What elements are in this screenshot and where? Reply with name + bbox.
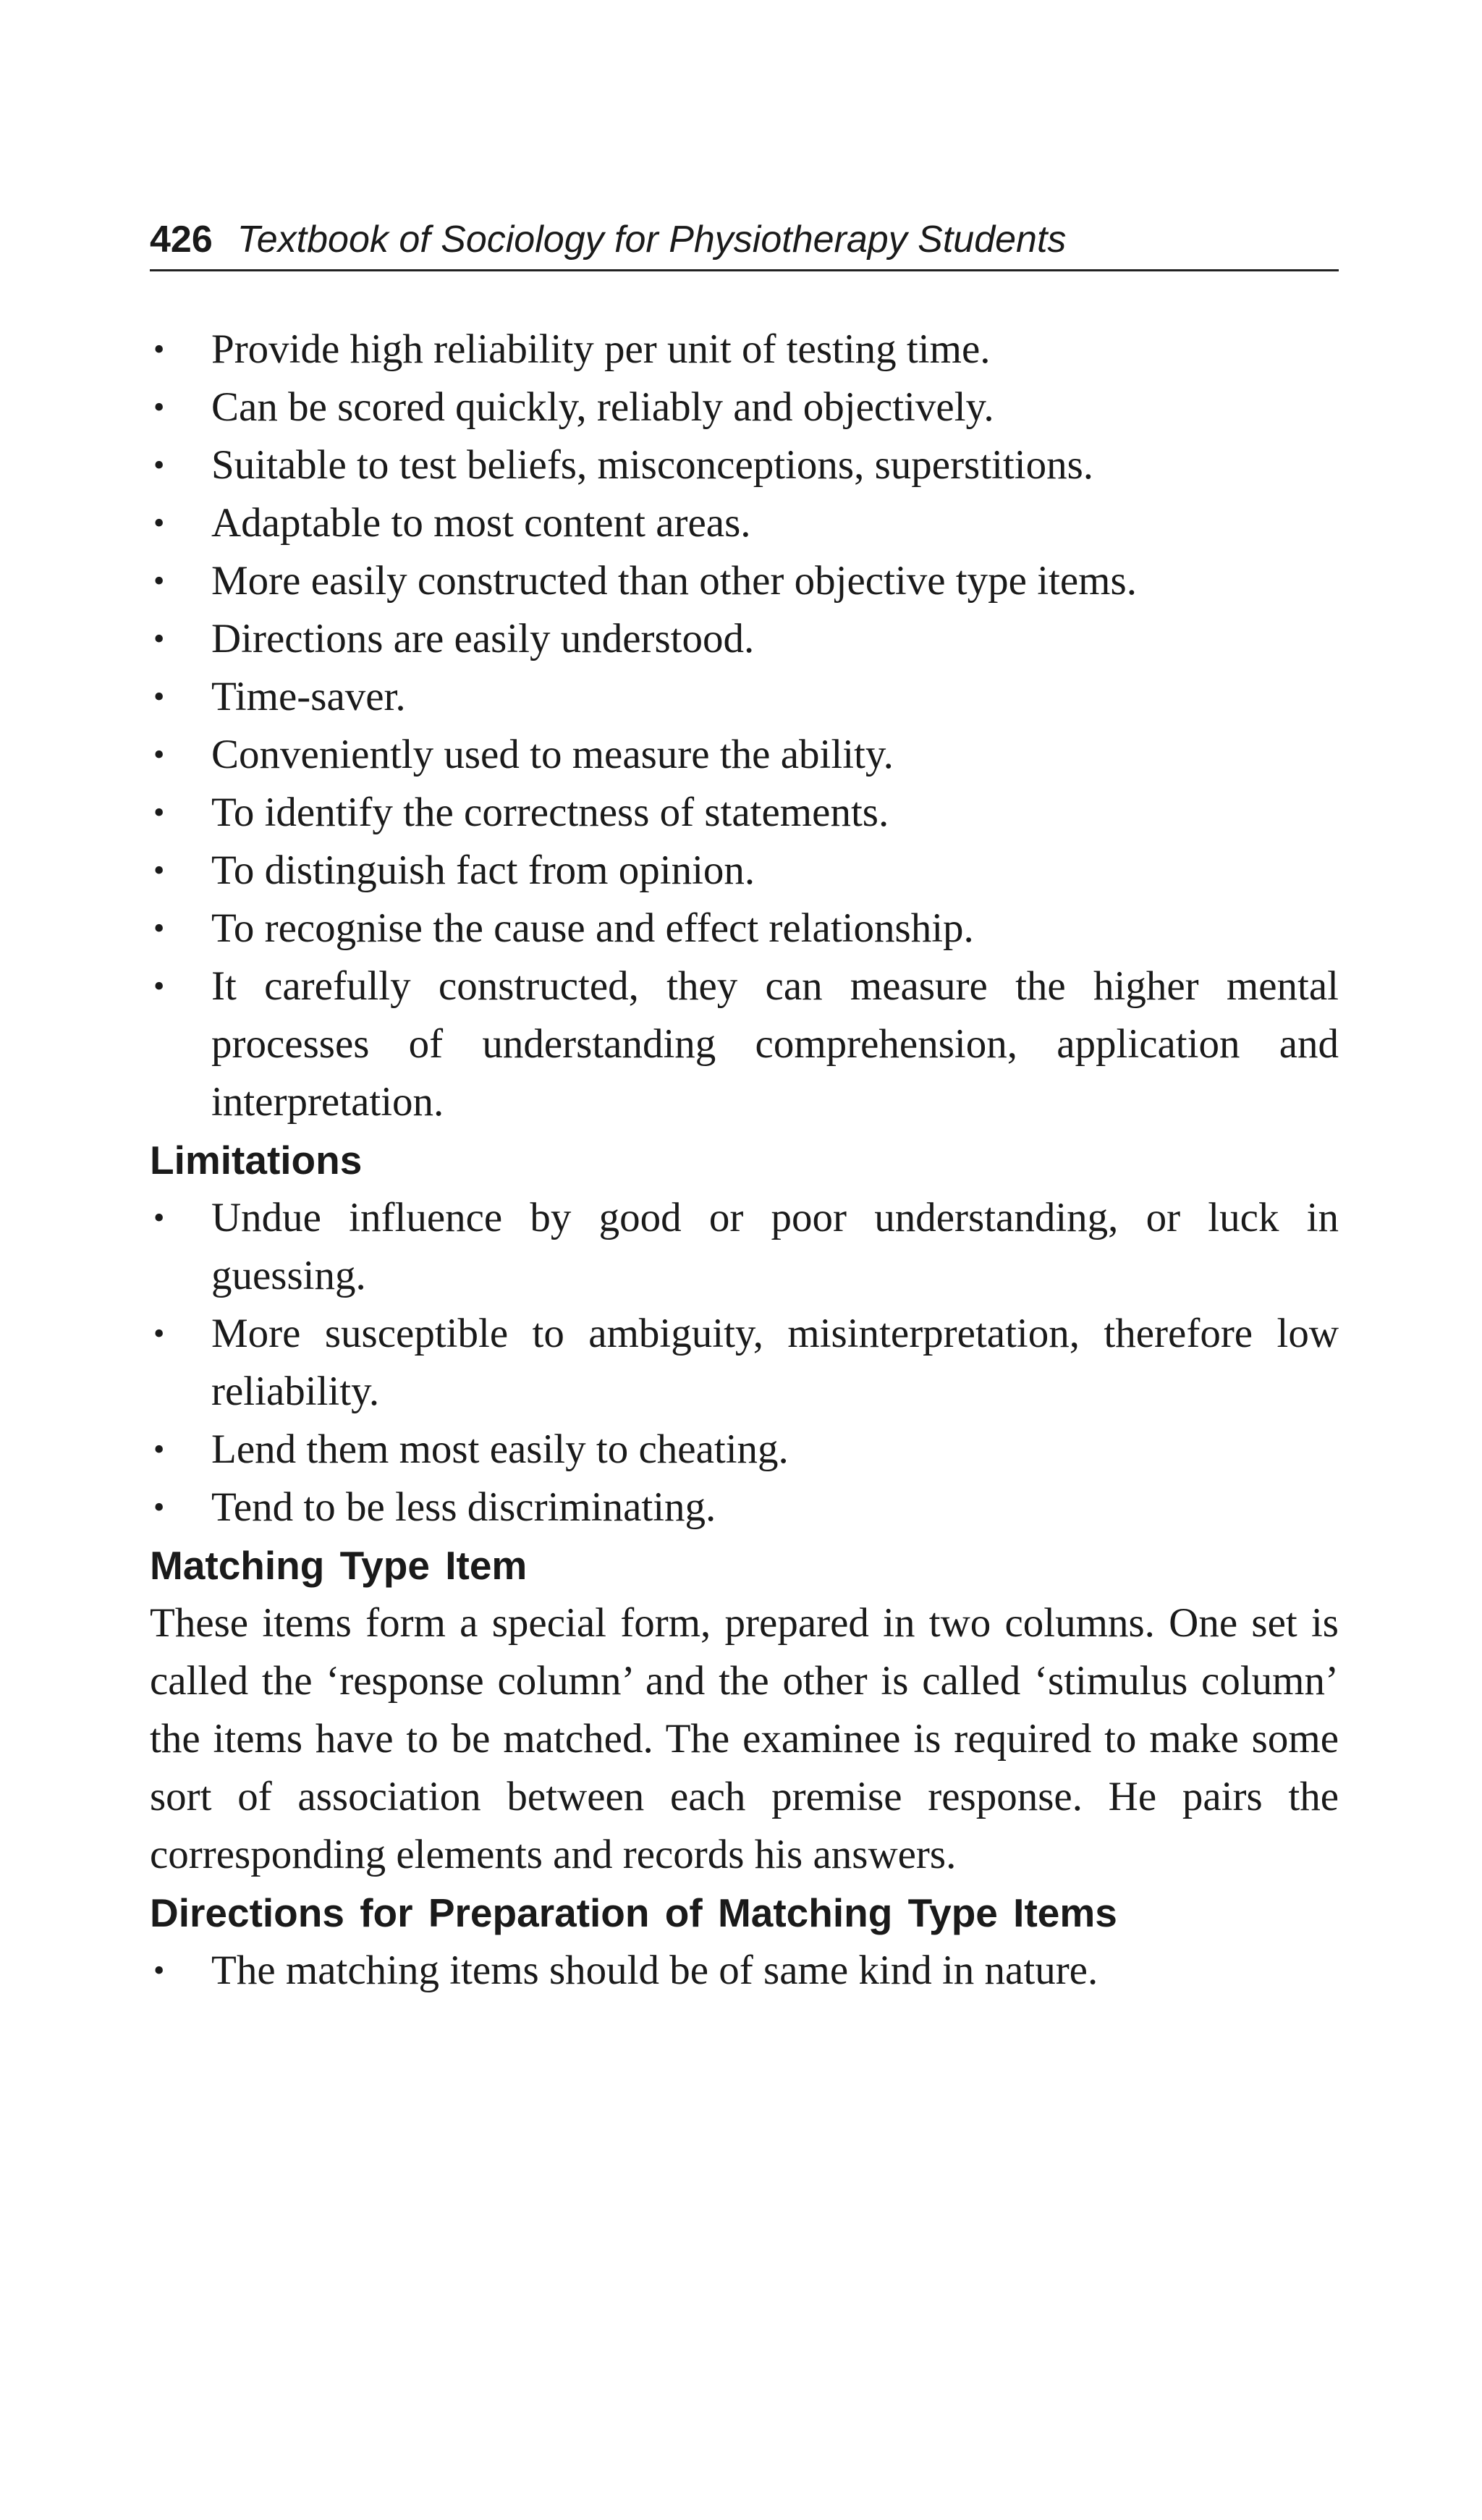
list-item: • Adaptable to most content areas. (150, 494, 1339, 552)
list-item: • To recognise the cause and effect relationship. (150, 900, 1339, 957)
bullet-icon: • (153, 737, 165, 772)
list-item: • More easily constructed than other objective type items. (150, 552, 1339, 610)
bullet-icon: • (153, 621, 165, 656)
bullet-icon: • (153, 679, 165, 714)
bullet-icon: • (153, 795, 165, 830)
list-item: • Suitable to test beliefs, misconceptions, superstitions. (150, 436, 1339, 494)
list-item: • More susceptible to ambiguity, misinterpretation, therefore low reliability. (150, 1305, 1339, 1421)
page-content (150, 321, 1339, 2000)
section-heading-limitations: Limitations (150, 1138, 363, 1183)
running-title: Textbook of Sociology for Physiotherapy Students (237, 219, 1067, 261)
list-item: • Can be scored quickly, reliably and objectively. (150, 379, 1339, 436)
list-item: • Provide high reliability per unit of testing time. (150, 321, 1339, 379)
list-item: • Tend to be less discriminating. (150, 1479, 1339, 1536)
directions-list (150, 1942, 1339, 2000)
bullet-icon: • (153, 1200, 165, 1235)
page-number: 426 (150, 219, 213, 261)
bullet-icon: • (153, 389, 165, 425)
list-item: • Conveniently used to measure the ability. (150, 726, 1339, 784)
advantages-list (150, 321, 1339, 1131)
bullet-icon: • (153, 1489, 165, 1525)
bullet-icon: • (153, 447, 165, 483)
limitations-list (150, 1189, 1339, 1536)
section-heading-matching-type-item: Matching Type Item (150, 1543, 528, 1588)
list-item: • Directions are easily understood. (150, 610, 1339, 668)
list-item: • To identify the correctness of statements. (150, 784, 1339, 842)
list-item: • It carefully constructed, they can measure the higher mental processes of understanding comprehension, application and interpretation. (150, 957, 1339, 1131)
list-item: • Undue influence by good or poor understanding, or luck in guessing. (150, 1189, 1339, 1305)
bullet-icon: • (153, 331, 165, 367)
list-item: • Lend them most easily to cheating. (150, 1421, 1339, 1479)
list-item: • To distinguish fact from opinion. (150, 842, 1339, 900)
list-item: • Time-saver. (150, 668, 1339, 726)
bullet-icon: • (153, 910, 165, 946)
matching-paragraph: These items form a special form, prepared in two columns. One set is called the ‘response column’ and the other is called ‘stimulus column’ the items have to be matched. The examinee is required to make some sort of association between each premise response. He pairs the corresponding elements and records his answers. (150, 1600, 1339, 1877)
section-heading-directions: Directions for Preparation of Matching Type Items (150, 1890, 1117, 1935)
bullet-icon: • (153, 1316, 165, 1351)
bullet-icon: • (153, 1432, 165, 1467)
running-header (150, 217, 1339, 271)
bullet-icon: • (153, 505, 165, 541)
bullet-icon: • (153, 968, 165, 1004)
bullet-icon: • (153, 1953, 165, 1988)
list-item: • The matching items should be of same kind in nature. (150, 1942, 1339, 2000)
bullet-icon: • (153, 563, 165, 599)
bullet-icon: • (153, 853, 165, 888)
